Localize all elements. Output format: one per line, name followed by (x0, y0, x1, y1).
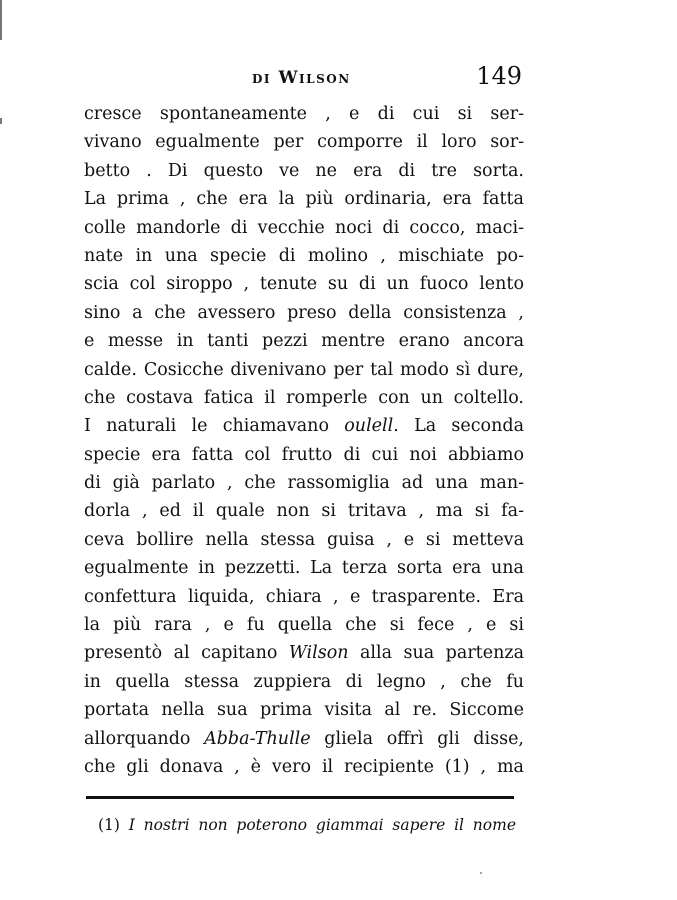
line-text: calde. Cosicche divenivano per tal modo sì dure, (84, 359, 524, 380)
text-line (84, 242, 524, 270)
line-text: I naturali le chiamavano (84, 416, 345, 437)
text-line (84, 356, 524, 384)
text-line (84, 412, 524, 440)
line-text: betto . Di questo ve ne era di tre sorta. (84, 160, 524, 181)
line-text: presentò al capitano (84, 643, 289, 664)
line-text: alla sua partenza (348, 643, 524, 664)
text-line (84, 696, 524, 724)
text-line (84, 554, 524, 582)
text-line (84, 469, 524, 497)
text-line (84, 611, 524, 639)
text-line (84, 526, 524, 554)
line-text: ceva bollire nella stessa guisa , e si metteva (84, 529, 524, 550)
text-line (84, 384, 524, 412)
line-text: specie era fatta col frutto di cui noi abbiamo (84, 444, 524, 465)
paper-speck (480, 872, 482, 874)
line-text: nate in una specie di molino , mischiate po- (84, 245, 524, 266)
line-text: cresce spontaneamente , e di cui si ser- (84, 104, 524, 124)
footnote-marker: (1) (98, 816, 120, 834)
line-text: sino a che avessero preso della consistenza , (84, 302, 524, 323)
text-line (84, 725, 524, 753)
running-head: di Wilson (252, 68, 351, 88)
line-text: confettura liquida, chiara , e trasparente. Era (84, 586, 524, 607)
page-number: 149 (476, 62, 522, 90)
line-text: colle mandorle di vecchie noci di cocco, maci- (84, 217, 524, 238)
line-text: . La seconda (393, 416, 524, 437)
text-line (84, 668, 524, 696)
text-line (84, 185, 524, 213)
text-line (84, 753, 524, 781)
body-text (84, 100, 524, 781)
footnote-rule (86, 796, 514, 799)
page-edge-mark (0, 0, 2, 40)
line-text: gliela offrì gli disse, (310, 728, 524, 749)
line-text: e messe in tanti pezzi mentre erano ancora (84, 331, 524, 352)
text-line (84, 214, 524, 242)
line-text: dorla , ed il quale non si tritava , ma si fa- (84, 501, 524, 522)
text-line (84, 157, 524, 185)
italic-text: Wilson (288, 643, 349, 664)
line-text: La prima , che era la più ordinaria, era fatta (84, 189, 524, 210)
italic-text: Abba-Thulle (204, 728, 311, 749)
text-line (84, 441, 524, 469)
line-text: che gli donava , è vero il recipiente (1) , ma (84, 756, 524, 777)
line-text: portata nella sua prima visita al re. Siccome (84, 700, 524, 721)
text-line (84, 583, 524, 611)
line-text: vivano egualmente per comporre il loro sor- (84, 132, 524, 153)
footnote (98, 816, 516, 834)
text-line (84, 327, 524, 355)
line-text: la più rara , e fu quella che si fece , e si (84, 615, 524, 636)
footnote-text: I nostri non poterono giammai sapere il nome (128, 816, 516, 834)
line-text: allorquando (84, 728, 205, 749)
text-line (84, 299, 524, 327)
line-text: di già parlato , che rassomiglia ad una man- (84, 473, 524, 494)
text-line (84, 270, 524, 298)
line-text: che costava fatica il romperle con un coltello. (84, 387, 524, 408)
page-header (84, 62, 524, 98)
text-line (84, 100, 524, 128)
text-line (84, 497, 524, 525)
text-line (84, 639, 524, 667)
text-line (84, 128, 524, 156)
italic-text: oulell (344, 416, 394, 437)
page-edge-mark (0, 118, 2, 124)
line-text: egualmente in pezzetti. La terza sorta era una (84, 558, 524, 579)
line-text: in quella stessa zuppiera di legno , che fu (84, 671, 524, 692)
line-text: scia col siroppo , tenute su di un fuoco lento (84, 274, 524, 295)
